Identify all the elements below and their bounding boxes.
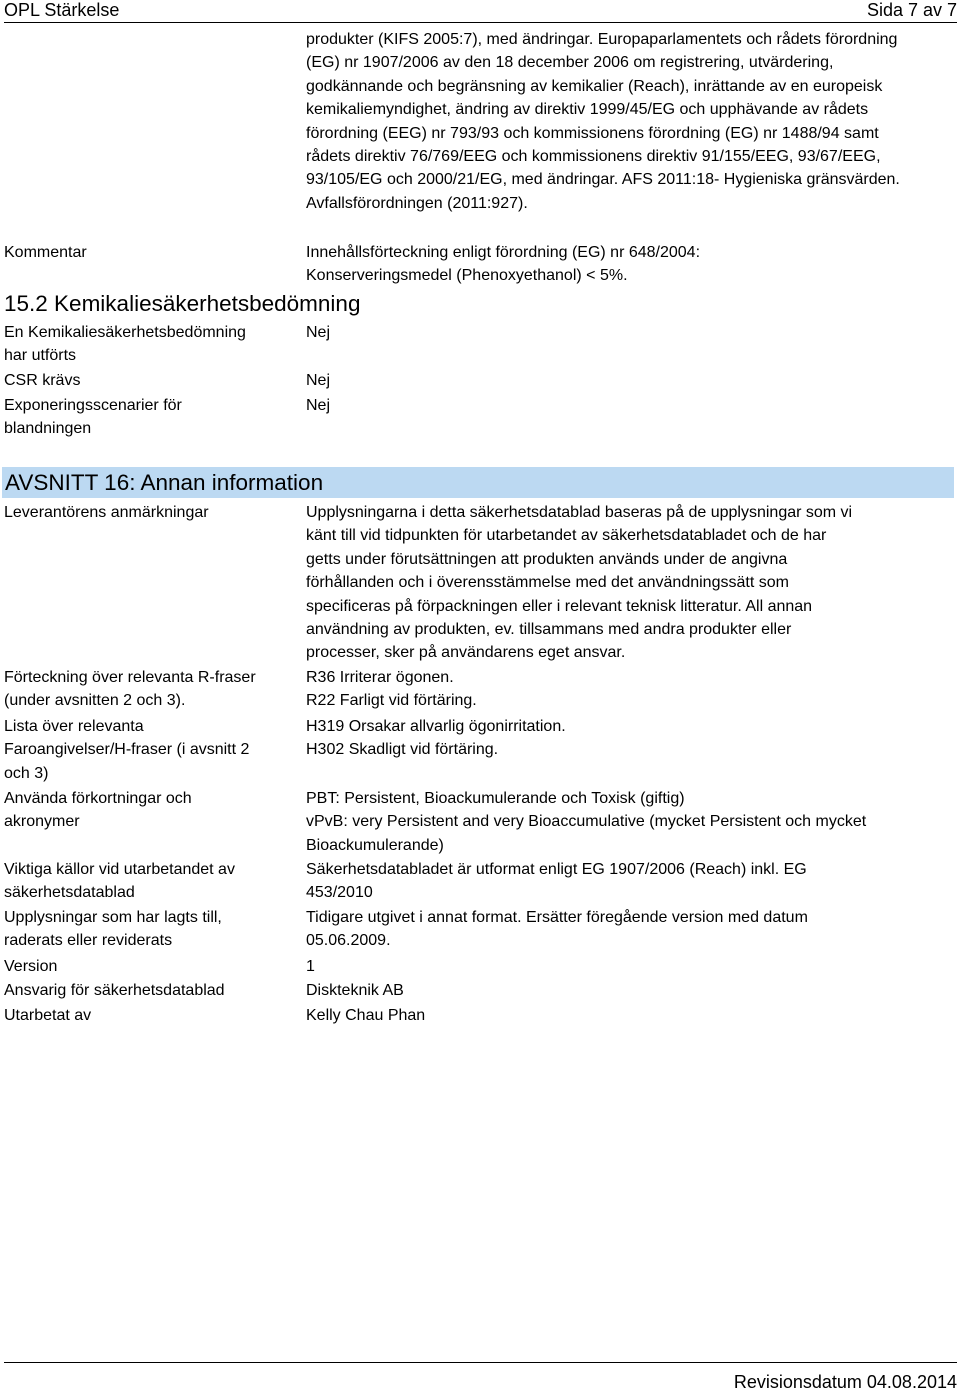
document-title: OPL Stärkelse bbox=[4, 0, 120, 20]
field-label: Lista över relevanta Faroangivelser/H-fraser (i avsnitt 2 och 3) bbox=[4, 718, 250, 782]
footer-divider bbox=[4, 1362, 957, 1363]
field-label: En Kemikaliesäkerhetsbedömning har utförts bbox=[4, 324, 246, 365]
section-16-heading: AVSNITT 16: Annan information bbox=[2, 467, 954, 498]
page-number: Sida 7 av 7 bbox=[866, 0, 957, 20]
field-value: Nej bbox=[306, 324, 331, 341]
field-value: R36 Irriterar ögonen. R22 Farligt vid förtäring. bbox=[306, 669, 477, 710]
field-value: 1 bbox=[306, 958, 315, 975]
field-value: Kelly Chau Phan bbox=[306, 1007, 426, 1024]
field-label: Använda förkortningar och akronymer bbox=[4, 790, 192, 831]
section-15-2-heading: 15.2 Kemikaliesäkerhetsbedömning bbox=[4, 291, 361, 316]
field-value: Nej bbox=[306, 372, 331, 389]
kommentar-label: Kommentar bbox=[4, 244, 87, 261]
field-value: Nej bbox=[306, 397, 331, 414]
field-label: Upplysningar som har lagts till, raderats eller reviderats bbox=[4, 909, 222, 950]
field-label: Exponeringsscenarier för blandningen bbox=[4, 397, 182, 438]
field-value: Diskteknik AB bbox=[306, 982, 404, 999]
regulation-continuation-text: produkter (KIFS 2005:7), med ändringar. Europaparlamentets och rådets förordning (EG) nr 1907/2006 av den 18 december 2006 om registrering, utvärdering, godkännande och begränsning av kemikalier (Reach), inrättande av en europeisk kemikaliemyndighet, ändring av direktiv 1999/45/EG och upphävande av rådets förordning (EEG) nr 793/93 och kommissionens förordning (EG) nr 1488/94 samt rådets direktiv 76/769/EEG och kommissionens direktiv 91/155/EEG, 93/67/EEG, 93/105/EG och 2000/21/EG, med ändringar. AFS 2011:18- Hygieniska gränsvärden. Avfallsförordningen (2011:927). bbox=[306, 31, 900, 212]
field-value: Upplysningarna i detta säkerhetsdatablad baseras på de upplysningar som vi känt till vid tidpunkten för utarbetandet av säkerhetsdatabladet och de har getts under förutsättningen att produkten används under de angivna förhållanden och i överensstämmelse med det användningssätt som specificeras på förpackningen eller i relevant teknisk litteratur. All annan användning av produkten, ev. tillsammans med andra produkter eller processer, sker på användarens eget ansvar. bbox=[306, 504, 853, 662]
field-value: Tidigare utgivet i annat format. Ersätter föregående version med datum 05.06.2009. bbox=[306, 909, 808, 950]
field-label: Förteckning över relevanta R-fraser (under avsnitten 2 och 3). bbox=[4, 669, 256, 710]
field-value: PBT: Persistent, Bioackumulerande och Toxisk (giftig) vPvB: very Persistent and very Bioaccumulative (mycket Persistent och mycket Bioackumulerande) bbox=[306, 790, 867, 854]
field-label: CSR krävs bbox=[4, 372, 81, 389]
field-label: Utarbetat av bbox=[4, 1007, 92, 1024]
field-label: Leverantörens anmärkningar bbox=[4, 504, 209, 521]
field-value: H319 Orsakar allvarlig ögonirritation. H302 Skadligt vid förtäring. bbox=[306, 718, 566, 759]
revision-date: Revisionsdatum 04.08.2014 bbox=[733, 1372, 957, 1392]
page-header bbox=[4, 0, 957, 23]
field-label: Ansvarig för säkerhetsdatablad bbox=[4, 982, 225, 999]
kommentar-value: Innehållsförteckning enligt förordning (EG) nr 648/2004: Konserveringsmedel (Phenoxyethanol) < 5%. bbox=[306, 244, 701, 285]
field-label: Viktiga källor vid utarbetandet av säkerhetsdatablad bbox=[4, 861, 235, 902]
field-value: Säkerhetsdatabladet är utformat enligt EG 1907/2006 (Reach) inkl. EG 453/2010 bbox=[306, 861, 807, 902]
field-label: Version bbox=[4, 958, 58, 975]
